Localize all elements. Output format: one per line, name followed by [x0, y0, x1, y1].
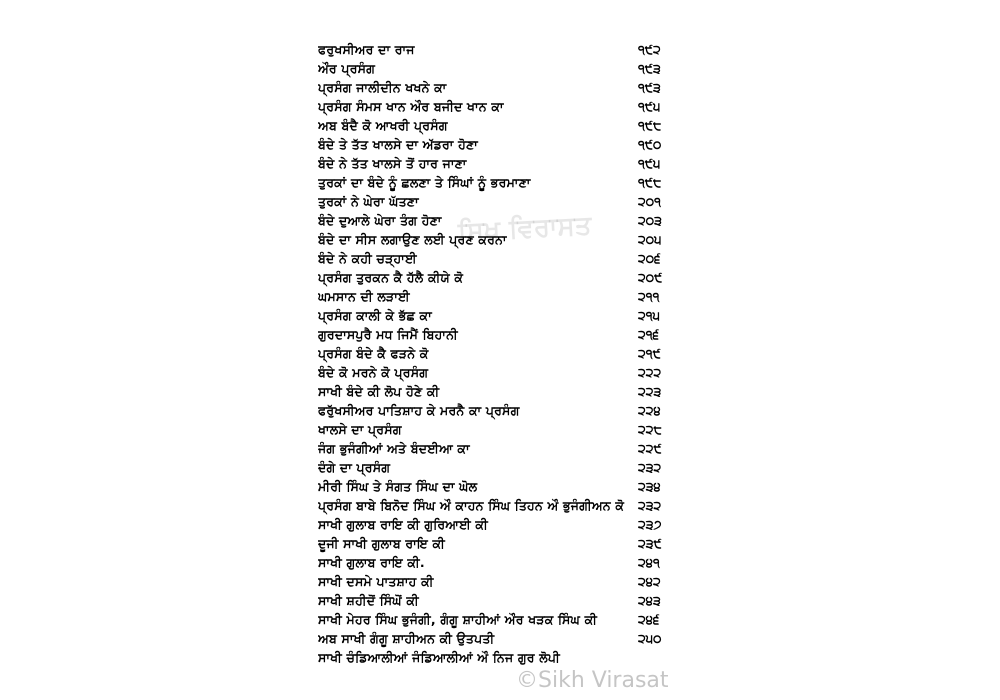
toc-entry-page-number: ੨੧੧: [638, 289, 660, 304]
toc-entry-page-number: ੧੯੨: [638, 42, 661, 57]
toc-entry-title: ਔਰ ਪ੍ਰਸੰਗ: [318, 61, 376, 76]
toc-entry-title: ਬੰਦੇ ਦੁਆਲੇ ਘੇਰਾ ਤੰਗ ਹੋਣਾ: [318, 213, 442, 228]
toc-entry-page-number: ੨੩੨: [638, 460, 662, 475]
toc-entry-page-number: ੨੦੫: [638, 232, 662, 247]
watermark-copyright: ©Sikh Virasat: [516, 668, 669, 693]
toc-entry-title: ਸਾਖੀ ਦਸਮੇ ਪਾਤਸ਼ਾਹ ਕੀ: [318, 574, 434, 589]
toc-entry-title: ਬੰਦੇ ਨੇ ਤੱਤ ਖਾਲਸੇ ਤੋਂ ਹਾਰ ਜਾਣਾ: [318, 156, 467, 171]
toc-entry: [318, 97, 684, 116]
toc-entry-title: ਦੂਜੀ ਸਾਖੀ ਗੁਲਾਬ ਰਾਇ ਕੀ: [318, 536, 445, 551]
toc-entry: [318, 458, 684, 477]
toc-entry-page-number: ੧੯੮: [638, 118, 662, 133]
toc-entry: [318, 401, 684, 420]
toc-entry-page-number: ੨੨੮: [638, 422, 662, 437]
toc-entry-page-number: ੧੯੮: [638, 175, 662, 190]
toc-entry: [318, 648, 684, 667]
toc-entry-title: ਫਰੁਖਸੀਅਰ ਦਾ ਰਾਜ: [318, 42, 415, 57]
toc-entry: [318, 515, 684, 534]
toc-entry-page-number: ੨੦੯: [638, 270, 663, 285]
toc-entry: [318, 439, 684, 458]
toc-entry-title: ਤੁਰਕਾਂ ਨੇ ਘੇਰਾ ਘੱਤਣਾ: [318, 194, 419, 209]
toc-entry: [318, 553, 684, 572]
toc-entry: [318, 230, 684, 249]
toc-entry: [318, 591, 684, 610]
toc-entry-page-number: ੨੩੭: [638, 517, 662, 532]
toc-entry-page-number: ੨੪੧: [638, 555, 660, 570]
toc-entry: [318, 59, 684, 78]
toc-entry-title: ਸਾਖੀ ਸ਼ਹੀਦੋਂ ਸਿੰਘੋਂ ਕੀ: [318, 593, 419, 608]
toc-entry-title: ਜੰਗ ਭੁਜੰਗੀਆਂ ਅਤੇ ਬੰਦਈਆ ਕਾ: [318, 441, 470, 456]
toc-entry-title: ਤੁਰਕਾਂ ਦਾ ਬੰਦੇ ਨੂੰ ਛਲਣਾ ਤੇ ਸਿੰਘਾਂ ਨੂੰ ਭਰਮਾਣਾ: [318, 175, 531, 190]
toc-entry-page-number: ੧੯੫: [638, 99, 661, 114]
toc-entry-title: ਸਾਖੀ ਗੁਲਾਬ ਰਾਇ ਕੀ ਗੁਰਿਆਈ ਕੀ: [318, 517, 488, 532]
toc-entry: [318, 420, 684, 439]
toc-entry: [318, 249, 684, 268]
toc-entry-title: ਫਰੁੱਖਸੀਅਰ ਪਾਤਿਸ਼ਾਹ ਕੇ ਮਰਨੈ ਕਾ ਪ੍ਰਸੰਗ: [318, 403, 520, 418]
toc-entry: [318, 610, 684, 629]
toc-entry: [318, 477, 684, 496]
toc-entry: [318, 211, 684, 230]
table-of-contents: [318, 40, 684, 667]
toc-entry-page-number: ੨੨੩: [638, 384, 662, 399]
toc-entry: [318, 40, 684, 59]
toc-entry-title: ਪ੍ਰਸੰਗ ਬੰਦੇ ਕੈ ਫੜਨੇ ਕੋ: [318, 346, 429, 361]
toc-entry: [318, 135, 684, 154]
toc-entry-page-number: ੨੪੩: [638, 593, 661, 608]
toc-entry-page-number: ੨੩੯: [638, 536, 662, 551]
toc-entry-title: ਅਬ ਸਾਖੀ ਗੰਗੂ ਸ਼ਾਹੀਅਨ ਕੀ ਉਤਪਤੀ: [318, 631, 495, 646]
toc-entry-page-number: ੨੨੨: [638, 365, 662, 380]
toc-entry-title: ਸਾਖੀ ਗੁਲਾਬ ਰਾਇ ਕੀ.: [318, 555, 425, 570]
toc-entry: [318, 287, 684, 306]
toc-entry: [318, 382, 684, 401]
toc-entry: [318, 116, 684, 135]
toc-entry-title: ਪ੍ਰਸੰਗ ਜਾਲੀਦੀਨ ਖਖਨੇ ਕਾ: [318, 80, 447, 95]
toc-entry: [318, 496, 684, 515]
toc-entry: [318, 344, 684, 363]
toc-entry: [318, 325, 684, 344]
toc-entry-page-number: ੨੦੬: [638, 251, 661, 266]
toc-entry-page-number: ੧੯੩: [638, 61, 661, 76]
toc-entry-title: ਖਾਲਸੇ ਦਾ ਪ੍ਰਸੰਗ: [318, 422, 402, 437]
toc-entry-title: ਮੀਰੀ ਸਿੰਘ ਤੇ ਸੰਗਤ ਸਿੰਘ ਦਾ ਘੋਲ: [318, 479, 478, 494]
toc-entry: [318, 629, 684, 648]
toc-entry-page-number: ੨੪੨: [638, 574, 661, 589]
toc-entry: [318, 306, 684, 325]
toc-entry-page-number: ੧੯੩: [638, 80, 661, 95]
toc-entry: [318, 78, 684, 97]
toc-entry-title: ਬੰਦੇ ਤੇ ਤੱਤ ਖਾਲਸੇ ਦਾ ਅੱਡਰਾ ਹੋਣਾ: [318, 137, 478, 152]
toc-entry-title: ਦੰਗੇ ਦਾ ਪ੍ਰਸੰਗ: [318, 460, 391, 475]
toc-entry: [318, 534, 684, 553]
toc-entry-page-number: ੨੪੬: [638, 612, 660, 627]
toc-entry-page-number: ੨੧੫: [638, 308, 660, 323]
toc-entry: [318, 173, 684, 192]
toc-entry-page-number: ੨੨੪: [638, 403, 661, 418]
toc-entry-page-number: ੨੫੦: [638, 631, 662, 646]
toc-entry-page-number: ੧੯੦: [638, 137, 662, 152]
toc-entry-title: ਸਾਖੀ ਚੰਡਿਆਲੀਆਂ ਜੰਡਿਆਲੀਆਂ ਔ ਨਿਜ ਗੁਰ ਲੋਪੀ: [318, 650, 560, 665]
toc-entry-page-number: ੨੧੬: [638, 327, 659, 342]
toc-entry-title: ਬੰਦੇ ਕੋ ਮਰਨੇ ਕੋ ਪ੍ਰਸੰਗ: [318, 365, 429, 380]
toc-entry-title: ਸਾਖੀ ਬੰਦੇ ਕੀ ਲੋਪ ਹੋਣੇ ਕੀ: [318, 384, 440, 399]
toc-entry-title: ਪ੍ਰਸੰਗ ਤੁਰਕਨ ਕੈ ਹੱਲੈ ਕੀਯੇ ਕੋ: [318, 270, 464, 285]
toc-entry-title: ਪ੍ਰਸੰਗ ਕਾਲੀ ਕੇ ਭੱਛ ਕਾ: [318, 308, 432, 323]
toc-entry: [318, 154, 684, 173]
toc-entry-page-number: ੨੦੧: [638, 194, 661, 209]
toc-entry-title: ਸਾਖੀ ਮੇਹਰ ਸਿੰਘ ਭੁਜੰਗੀ, ਗੰਗੂ ਸ਼ਾਹੀਆਂ ਔਰ ਖੜਕ ਸਿੰਘ ਕੀ: [318, 612, 598, 627]
toc-entry-page-number: ੧੯੫: [638, 156, 661, 171]
toc-entry-page-number: ੨੦੩: [638, 213, 662, 228]
toc-entry: [318, 192, 684, 211]
toc-entry: [318, 363, 684, 382]
toc-entry-title: ਘਮਸਾਨ ਦੀ ਲੜਾਈ: [318, 289, 410, 304]
toc-entry-title: ਅਬ ਬੰਦੈ ਕੋ ਆਖਰੀ ਪ੍ਰਸੰਗ: [318, 118, 448, 133]
toc-entry-title: ਬੰਦੇ ਨੇ ਕਹੀ ਚੜ੍ਹਾਈ: [318, 251, 417, 266]
toc-entry: [318, 268, 684, 287]
toc-entry-page-number: ੨੩੪: [638, 479, 661, 494]
toc-entry-title: ਗੁਰਦਾਸਪੁਰੈ ਮਧ ਜਿਮੈਂ ਬਿਹਾਨੀ: [318, 327, 458, 342]
toc-entry-page-number: ੨੧੯: [638, 346, 661, 361]
toc-entry-title: ਪ੍ਰਸੰਗ ਸੰਮਸ ਖਾਨ ਔਰ ਬਜੀਦ ਖਾਨ ਕਾ: [318, 99, 504, 114]
watermark-center: ਸਿਖ ਵਿਰਾਸਤ: [457, 210, 593, 248]
toc-entry: [318, 572, 684, 591]
toc-entry-title: ਪ੍ਰਸੰਗ ਬਾਬੇ ਬਿਨੋਦ ਸਿੰਘ ਔ ਕਾਹਨ ਸਿੰਘ ਤਿਹਨ ਔ ਭੁਜੰਗੀਅਨ ਕੋ: [318, 498, 625, 513]
toc-entry-page-number: ੨੩੨: [638, 498, 662, 513]
toc-entry-title: ਬੰਦੇ ਦਾ ਸੀਸ ਲਗਾਉਣ ਲਈ ਪ੍ਰਣ ਕਰਨਾ: [318, 232, 507, 247]
toc-entry-page-number: ੨੨੯: [638, 441, 662, 456]
